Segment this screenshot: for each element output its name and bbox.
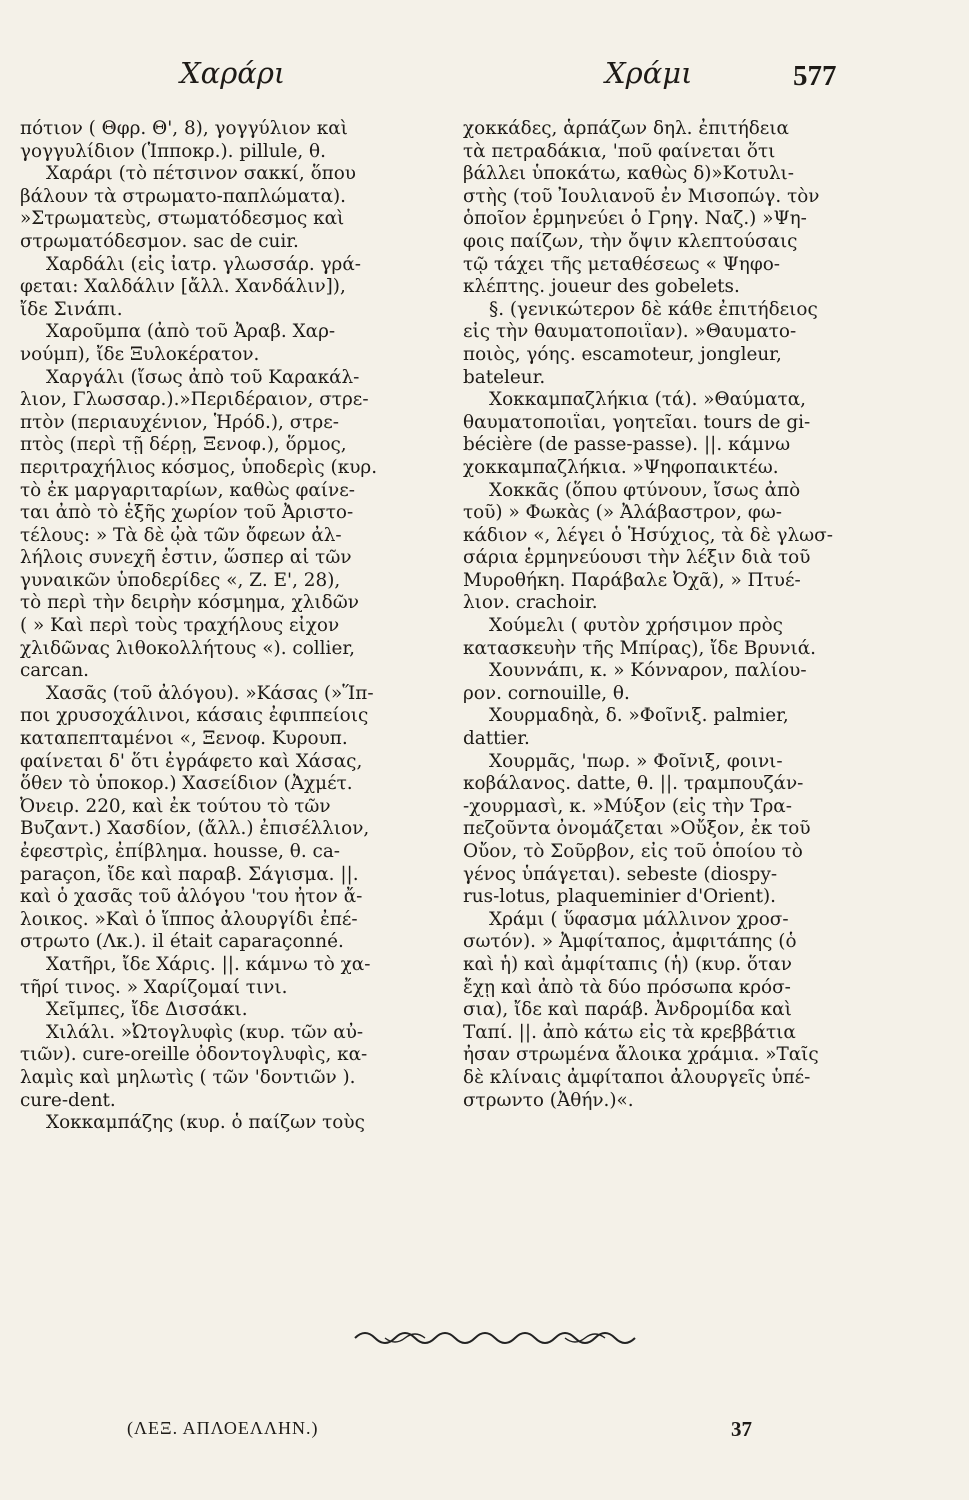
text-line: λιον. crachoir. [463,592,598,614]
text-line: δὲ κλίναις ἀμφίταποι ἀλουργεῖς ὑπέ- [463,1066,811,1088]
text-line: Χοκκᾶς (ὅπου φτύνουν, ἴσως ἀπὸ [489,479,801,501]
text-line: Χουρμαδηὰ, δ. »Φοῖνιξ. palmier, [489,705,789,727]
text-line: τέλους: » Τὰ δὲ ᾠὰ τῶν ὄφεων ἀλ- [20,524,342,546]
text-line: τιῶν). cure-oreille ὀδοντογλυφὶς, κα- [20,1044,368,1066]
text-line: τὰ πετραδάκια, 'ποῦ φαίνεται ὅτι [463,140,776,162]
text-line: Χουννάπι, κ. » Κόνναρον, παλίου- [489,660,807,682]
page-number: 577 [793,60,837,92]
text-line: cure-dent. [20,1089,116,1111]
text-line: λιον, Γλωσσαρ.).»Περιδέραιον, στρε- [20,389,369,411]
text-line: bécière (de passe-passe). ||. κάμνω [463,434,791,456]
text-line: στρωματόδεσμον. sac de cuir. [20,230,299,252]
text-line: ὅθεν τὸ ὑποκορ.) Χασείδιον (Ἀχμέτ. [20,773,353,795]
text-line: Χαροῦμπα (ἀπὸ τοῦ Ἀραβ. Χαρ- [46,321,336,343]
text-line: κατασκευὴν τῆς Μπίρας), ἴδε Βρυνιά. [463,637,816,659]
text-line: Χούμελι ( φυτὸν χρήσιμον πρὸς [489,615,783,637]
text-line: ἦσαν στρωμένα ἄλοικα χράμια. »Ταῖς [463,1044,819,1066]
text-line: ται ἀπὸ τὸ ἑξῆς χωρίον τοῦ Ἀριστο- [20,502,354,524]
text-line: γογγυλίδιον (Ἱπποκρ.). pillule, θ. [20,140,326,162]
text-line: ρον. cornouille, θ. [463,682,630,704]
text-line: Χαρδάλι (εἰς ἰατρ. γλωσσάρ. γρά- [46,253,362,275]
right-column [463,118,868,1112]
text-line: σάρια ἑρμηνεύουσι τὴν λέξιν διὰ τοῦ [463,547,811,569]
text-line: bateleur. [463,366,546,388]
text-line: ποιὸς, γόης. escamoteur, jongleur, [463,343,782,365]
text-line: καὶ ὁ χασᾶς τοῦ ἀλόγου 'του ἦτον ἄ- [20,886,363,908]
running-head-right: Χράμι [605,56,693,90]
text-line: καὶ ἡ) καὶ ἀμφίταπις (ἡ) (κυρ. ὅταν [463,953,792,975]
text-line: paraçon, ἴδε καὶ παραβ. Σάγισμα. ||. [20,863,359,885]
text-line: κλέπτης. joueur des gobelets. [463,276,740,298]
text-line: θαυματοποιΐαι, γοητεῖαι. tours de gi- [463,411,811,433]
left-column [20,118,425,1135]
text-line: στὴς (τοῦ Ἰουλιανοῦ ἐν Μισοπώγ. τὸν [463,185,820,207]
text-line: χλιδῶνας λιθοκολλήτους «). collier, [20,637,355,659]
text-line: λήλοις συνεχῆ ἐστιν, ὥσπερ αἱ τῶν [20,547,352,569]
text-line: rus-lotus, plaqueminier d'Orient). [463,886,777,908]
sheet-number: 37 [731,1417,752,1441]
text-line: γυναικῶν ὑποδερίδες «, Ζ. Ε', 28), [20,569,341,591]
text-line: γένος ὑπάγεται). sebeste (diospy- [463,863,778,885]
text-line: πεζοῦντα ὀνομάζεται »Οὔξον, ἐκ τοῦ [463,818,811,840]
text-line: Χατῆρι, ἴδε Χάρις. ||. κάμνω τὸ χα- [46,953,371,975]
text-line: περιτραχήλιος κόσμος, ὑποδερὶς (κυρ. [20,456,378,478]
text-line: πτὸς (περὶ τῇ δέρῃ, Ξενοφ.), ὅρμος, [20,434,347,456]
text-line: φεται: Χαλδάλιν [ἄλλ. Χανδάλιν]), [20,276,346,298]
text-line: πτὸν (περιαυχένιον, Ἡρόδ.), στρε- [20,411,339,433]
text-line: τὸ ἐκ μαργαριταρίων, καθὼς φαίνε- [20,479,355,501]
text-line: βάλλει ὑποκάτω, καθὼς δ)»Κοτυλι- [463,163,794,185]
signature-mark: (ΛΕΞ. ΑΠΛΟΕΛΛΗΝ.) [127,1418,319,1438]
text-line: Χουρμᾶς, 'πωρ. » Φοῖνιξ, φοινι- [489,750,783,772]
text-line: χοκκαμπαζλήκια. »Ψηφοπαικτέω. [463,456,779,478]
text-line: »Στρωματεὺς, στωματόδεσμος καὶ [20,208,345,230]
text-line: Χεῖμπες, ἴδε Δισσάκι. [46,999,248,1021]
text-line: εἰς τὴν θαυματοποιΐαν). »Θαυματο- [463,321,797,343]
text-line: πότιον ( Θφρ. Θ', 8), γογγύλιον καὶ [20,118,348,139]
text-line: Βυζαντ.) Χασδίον, (ἄλλ.) ἐπισέλλιον, [20,818,370,840]
text-line: ( » Καὶ περὶ τοὺς τραχήλους εἶχον [20,615,340,637]
text-line: φοις παίζων, τὴν ὄψιν κλεπτούσαις [463,230,798,252]
text-line: dattier. [463,728,530,750]
text-line: τῷ τάχει τῆς μεταθέσεως « Ψηφο- [463,253,780,275]
running-head-left: Χαράρι [180,56,286,90]
text-line: ἔχῃ καὶ ἀπὸ τὰ δύο πρόσωπα κρόσ- [463,976,791,998]
text-line: καταπεπταμένοι «, Ξενοφ. Κυρουπ. [20,728,348,750]
text-line: φαίνεται δ' ὅτι ἐγράφετο καὶ Χάσας, [20,750,363,772]
text-line: Χαργάλι (ἴσως ἀπὸ τοῦ Καρακάλ- [46,366,360,388]
text-line: ὁποῖον ἑρμηνεύει ὁ Γρηγ. Ναζ.) »Ψη- [463,208,807,230]
text-line: βάλουν τὰ στρωματο-παπλώματα). [20,185,347,207]
text-line: §. (γενικώτερον δὲ κάθε ἐπιτήδειος [489,298,818,320]
text-line: τὸ περὶ τὴν δειρὴν κόσμημα, χλιδῶν [20,592,359,614]
text-line: ἴδε Σινάπι. [20,298,123,320]
text-line: Ταπί. ||. ἀπὸ κάτω εἰς τὰ κρεββάτια [463,1021,796,1043]
text-line: Μυροθήκη. Παράβαλε Ὀχᾶ), » Πτυέ- [463,569,801,591]
text-line: carcan. [20,660,90,682]
text-line: τῆρί τινος. » Χαρίζομαί τινι. [20,976,288,998]
ornamental-divider [345,1323,645,1353]
text-line: Χράμι ( ὕφασμα μάλλινον χροσ- [489,908,789,930]
text-line: Ὀνειρ. 220, καὶ ἐκ τούτου τὸ τῶν [20,795,331,817]
text-line: Χιλάλι. »Ὠτογλυφὶς (κυρ. τῶν αὐ- [46,1021,364,1043]
text-line: λοικος. »Καὶ ὁ ἵππος ἀλουργίδι ἐπέ- [20,908,358,930]
text-line: τοῦ) » Φωκὰς (» Ἀλάβαστρον, φω- [463,502,782,524]
text-line: Χοκκαμπαζλήκια (τά). »Θαύματα, [489,389,807,411]
text-line: χοκκάδες, ἁρπάζων δηλ. ἐπιτήδεια [463,118,789,139]
text-line: σωτόν). » Ἀμφίταπος, ἀμφιτάπης (ὁ [463,931,797,953]
text-line: Χασᾶς (τοῦ ἀλόγου). »Κάσας (»Ἵπ- [46,682,374,704]
text-line: κάδιον «, λέγει ὁ Ἡσύχιος, τὰ δὲ γλωσ- [463,524,833,546]
text-line: ἐφεστρὶς, ἐπίβλημα. housse, θ. ca- [20,841,341,862]
text-line: ποι χρυσοχάλινοι, κάσαις ἐφιππείοις [20,705,369,727]
text-line: -χουρμασὶ, κ. »Μύξον (εἰς τὴν Τρα- [463,795,792,817]
text-line: Οὔον, τὸ Σοῦρβον, εἰς τοῦ ὁποίου τὸ [463,841,803,862]
text-line: κοβάλανος. datte, θ. ||. τραμπουζάν- [463,773,804,795]
text-line: Χαράρι (τὸ πέτσινον σακκί, ὅπου [46,163,356,185]
text-line: στρωντο (Ἀθήν.)«. [463,1089,634,1111]
text-line: λαμὶς καὶ μηλωτὶς ( τῶν 'δοντιῶν ). [20,1066,356,1088]
text-line: νούμπ), ἴδε Ξυλοκέρατον. [20,343,260,365]
text-line: Χοκκαμπάζης (κυρ. ὁ παίζων τοὺς [46,1112,365,1134]
text-line: στρωτο (Λκ.). il était caparaçonné. [20,931,344,953]
text-line: σια), ἴδε καὶ παράβ. Ἀνδρομίδα καὶ [463,999,792,1021]
